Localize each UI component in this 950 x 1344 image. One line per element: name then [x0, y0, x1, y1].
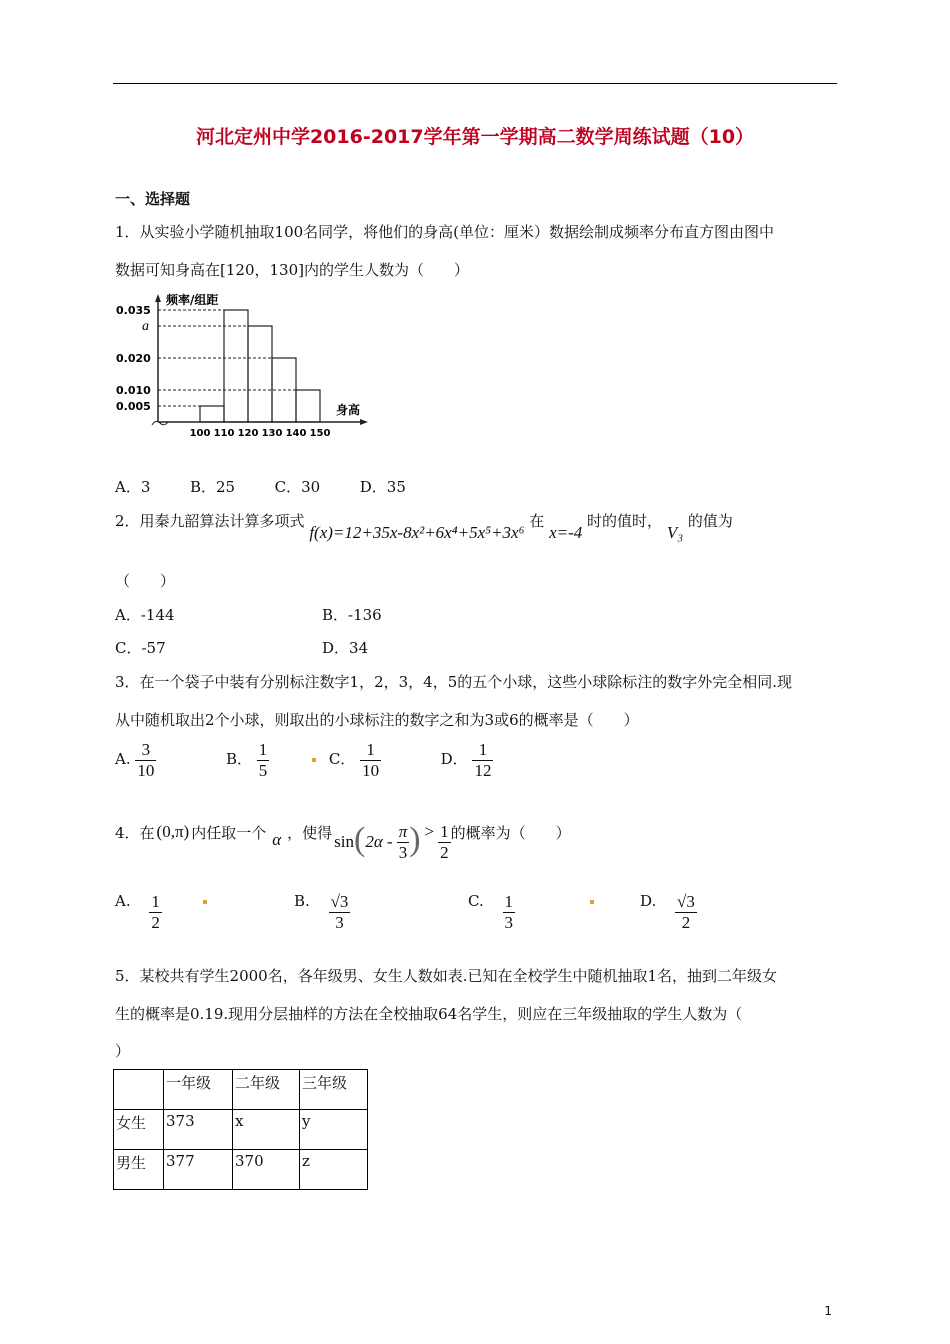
q4-num-d: √3: [677, 892, 695, 911]
table-cell: 男生: [114, 1150, 164, 1190]
q5-table: [113, 1069, 368, 1190]
q5-line1: 5．某校共有学生2000名，各年级男、女生人数如表.已知在全校学生中随机抽取1名，抽到二年级女: [115, 967, 778, 985]
histogram-chart: [112, 290, 374, 438]
q2-stem: [115, 510, 733, 542]
q4-option-a[interactable]: [115, 892, 207, 932]
q4-option-b[interactable]: [294, 892, 350, 932]
q4-frac-b: [329, 892, 351, 932]
q3-den-d: 12: [474, 760, 492, 780]
q4-den-a: 2: [151, 912, 160, 932]
q2-post: 的值为: [687, 512, 733, 530]
section-heading: 一、选择题: [115, 190, 191, 208]
table-row: [114, 1070, 368, 1110]
scan-mark: [203, 900, 207, 904]
q3-label-a: A.: [115, 750, 131, 769]
table-cell: 370: [233, 1150, 300, 1190]
y-tick-label: 0.010: [116, 384, 151, 397]
q4-pi-over-3: [397, 822, 410, 862]
q4-num-b: √3: [330, 892, 349, 911]
q4-frac-c: [503, 892, 516, 932]
q3-label-d: D．: [440, 750, 468, 769]
x-tick-label: 120: [237, 428, 259, 438]
q1-line2: 数据可知身高在[120，130]内的学生人数为（ ）: [115, 261, 469, 279]
q3-den-a: 10: [137, 760, 155, 780]
q4-right-paren: ): [409, 821, 421, 859]
q4-two: 2: [440, 842, 449, 862]
table-cell: z: [300, 1150, 368, 1190]
q4-num-a: 1: [151, 892, 160, 911]
q5-line3: ）: [115, 1042, 131, 1060]
q3-num-b: 1: [258, 740, 268, 759]
q4-frac-a: [149, 892, 162, 932]
q4-label-c: C.: [468, 892, 484, 910]
q1-options: [115, 476, 406, 497]
q4-frac-d: [675, 892, 697, 932]
q4-den-d: 2: [681, 912, 691, 932]
header-rule: [113, 83, 837, 84]
table-cell: 三年级: [300, 1070, 368, 1110]
q3-option-c[interactable]: [328, 740, 386, 780]
q4-label-d: D.: [640, 892, 657, 910]
histogram-bar: [200, 406, 224, 422]
q2-option-a[interactable]: A．-144: [115, 606, 175, 624]
x-tick-label: 130: [261, 428, 283, 438]
q1-option-a[interactable]: A．3: [115, 478, 151, 496]
q3-label-c: C．: [328, 750, 356, 769]
scan-mark: [590, 900, 594, 904]
q2-mid2: 时的值时，: [587, 512, 663, 530]
q4-sin: sin: [334, 832, 355, 852]
q4-mid1: 内任取一个: [191, 823, 267, 842]
q1-option-b[interactable]: B．25: [189, 478, 236, 496]
q3-frac-d: [472, 740, 493, 780]
x-axis-label: 身高: [336, 403, 361, 417]
y-axis-label: 频率/组距: [166, 293, 219, 307]
q4-post: 的概率为（ ）: [450, 823, 571, 842]
histogram-bar: [296, 390, 320, 422]
table-cell: y: [300, 1110, 368, 1150]
q4-pi: π: [398, 822, 408, 841]
x-tick-label: 150: [309, 428, 331, 438]
q3-option-a[interactable]: [115, 740, 161, 780]
table-cell: 373: [164, 1110, 233, 1150]
q3-frac-b: [257, 740, 270, 780]
q3-option-b[interactable]: [225, 740, 274, 780]
q3-options: [115, 740, 493, 780]
q4-label-a: A.: [115, 892, 131, 910]
table-row: [114, 1150, 368, 1190]
q2-mid1: 在: [529, 512, 545, 530]
x-tick-label: 110: [213, 428, 235, 438]
y-tick-label: 0.005: [116, 400, 151, 413]
q3-num-d: 1: [472, 740, 493, 761]
q4-den-c: 3: [504, 912, 513, 932]
q3-frac-c: [360, 740, 381, 780]
q4-mid2: ，使得: [287, 823, 333, 842]
q4-num-c: 1: [504, 892, 513, 911]
table-row: [114, 1110, 368, 1150]
y-tick-label: 0.020: [116, 352, 151, 365]
q2-polynomial: f(x)=12+35x-8x²+6x⁴+5x⁵+3x⁶: [309, 523, 525, 542]
q4-gt: >: [424, 822, 435, 842]
q4-stem: [115, 812, 571, 862]
q3-num-a: 3: [135, 740, 156, 761]
q4-option-c[interactable]: [468, 892, 594, 932]
q2-option-c[interactable]: C．-57: [115, 639, 166, 657]
q1-option-d[interactable]: D．35: [359, 478, 406, 496]
q4-label-b: B.: [294, 892, 310, 910]
histogram-bar: [248, 326, 272, 422]
q4-left-paren: (: [354, 821, 366, 859]
q3-den-c: 10: [362, 760, 380, 780]
q2-condition: x=-4: [549, 523, 583, 542]
x-tick-label: 140: [285, 428, 307, 438]
q3-line2: 从中随机取出2个小球，则取出的小球标注的数字之和为3或6的概率是（ ）: [115, 711, 639, 729]
table-cell: 女生: [114, 1110, 164, 1150]
y-axis-arrow: [155, 294, 161, 302]
q4-pre: 4．在: [115, 823, 155, 842]
q4-den-b: 3: [335, 912, 344, 932]
page-title: 河北定州中学2016-2017学年第一学期高二数学周练试题（10）: [195, 126, 755, 148]
q1-option-c[interactable]: C．30: [274, 478, 321, 496]
q4-option-d[interactable]: [640, 892, 697, 932]
table-cell: x: [233, 1110, 300, 1150]
y-tick-label: 0.035: [116, 304, 151, 317]
q5-line2: 生的概率是0.19.现用分层抽样的方法在全校抽取64名学生，则应在三年级抽取的学生人数为（: [115, 1005, 743, 1023]
q2-paren: （ ）: [115, 572, 176, 590]
histogram-bar: [224, 310, 248, 422]
q2-v3: V₃: [666, 523, 684, 542]
x-tick-label: 100: [189, 428, 211, 438]
q3-frac-a: [135, 740, 156, 780]
q4-one: 1: [440, 822, 449, 841]
q3-line1: 3．在一个袋子中装有分别标注数字1，2，3，4，5的五个小球，这些小球除标注的数字外完全相同.现: [115, 673, 793, 691]
q3-num-c: 1: [360, 740, 381, 761]
q4-interval: (0,π): [156, 822, 190, 842]
q4-alpha: α: [272, 830, 282, 850]
q2-option-d[interactable]: D．34: [322, 639, 369, 657]
q4-one-half: [438, 822, 451, 862]
table-cell: 377: [164, 1150, 233, 1190]
q4-three: 3: [398, 842, 408, 862]
q4-arg: 2α -: [365, 832, 393, 852]
q3-label-b: B．: [225, 750, 252, 769]
q2-option-b[interactable]: B．-136: [322, 606, 382, 624]
table-cell: 一年级: [164, 1070, 233, 1110]
table-cell: [114, 1070, 164, 1110]
x-axis-arrow: [360, 419, 368, 425]
q2-pre: 2．用秦九韶算法计算多项式: [115, 512, 305, 530]
table-cell: 二年级: [233, 1070, 300, 1110]
q3-option-d[interactable]: [440, 740, 494, 780]
q1-line1: 1．从实验小学随机抽取100名同学，将他们的身高(单位：厘米）数据绘制成频率分布直方图由图中: [115, 223, 775, 241]
q3-den-b: 5: [258, 760, 268, 780]
y-tick-label: a: [142, 319, 149, 334]
scan-mark: [312, 758, 316, 762]
page-number: 1: [824, 1304, 832, 1318]
